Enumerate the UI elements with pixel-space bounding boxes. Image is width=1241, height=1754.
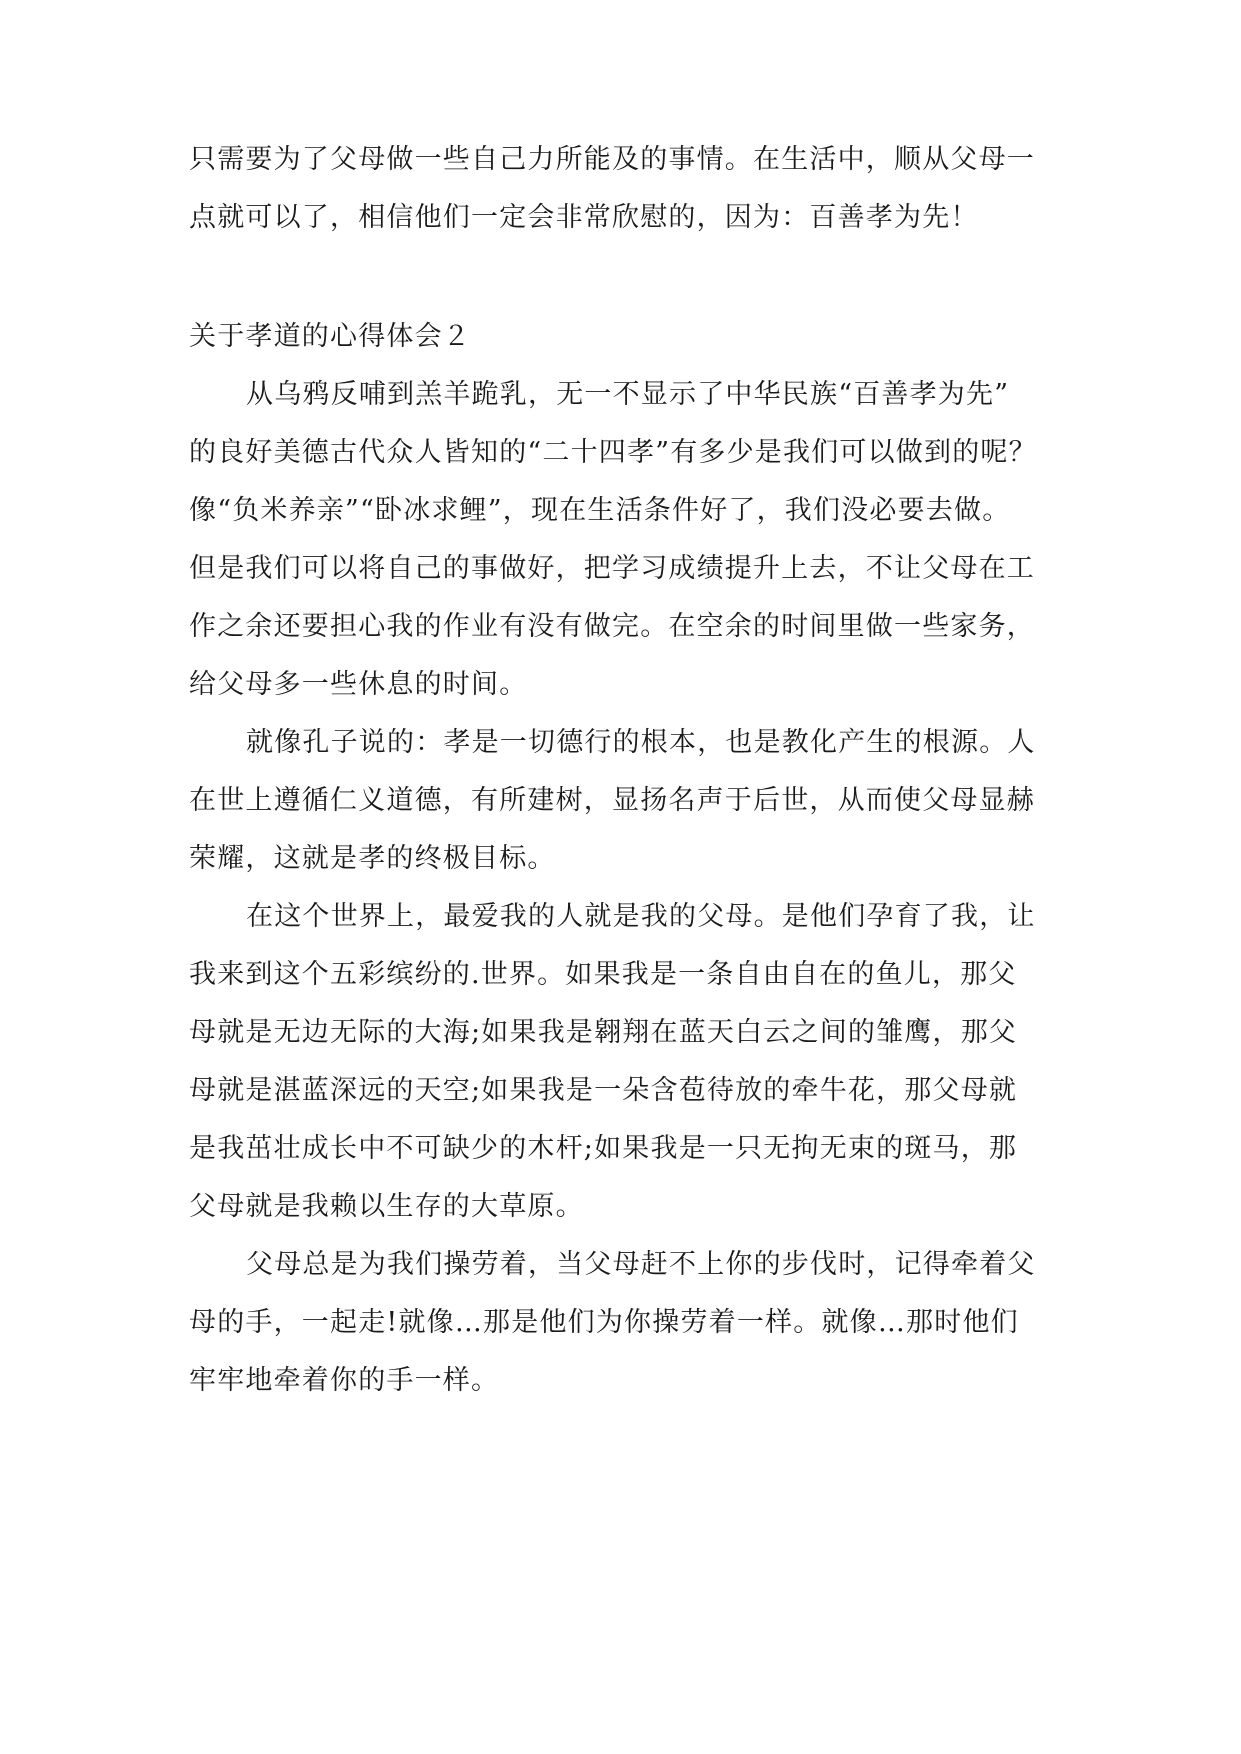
- text-line: 像“负米养亲”“卧冰求鲤”，现在生活条件好了，我们没必要去做。: [189, 495, 1011, 526]
- section-title: 关于孝道的心得体会２: [189, 321, 471, 352]
- text-line: 我来到这个五彩缤纷的.世界。如果我是一条自由自在的鱼儿，那父: [189, 959, 1017, 990]
- text-line: 点就可以了，相信他们一定会非常欣慰的，因为：百善孝为先！: [189, 202, 979, 233]
- text-line: 的良好美德古代众人皆知的“二十四孝”有多少是我们可以做到的呢？: [189, 437, 1037, 468]
- text-line: 牢牢地牵着你的手一样。: [189, 1365, 500, 1396]
- text-line: 在世上遵循仁义道德，有所建树，显扬名声于后世，从而使父母显赫: [189, 785, 1035, 816]
- text-line: 荣耀，这就是孝的终极目标。: [189, 843, 556, 874]
- text-line: 父母就是我赖以生存的大草原。: [189, 1191, 584, 1222]
- text-line: 从乌鸦反哺到羔羊跪乳，无一不显示了中华民族“百善孝为先”: [246, 379, 1010, 410]
- text-line: 作之余还要担心我的作业有没有做完。在空余的时间里做一些家务，: [189, 611, 1035, 642]
- text-line: 母的手，一起走!就像…那是他们为你操劳着一样。就像…那时他们: [189, 1307, 1019, 1338]
- text-line: 就像孔子说的：孝是一切德行的根本，也是教化产生的根源。人: [246, 727, 1036, 758]
- text-line: 但是我们可以将自己的事做好，把学习成绩提升上去，不让父母在工: [189, 553, 1035, 584]
- text-line: 母就是湛蓝深远的天空;如果我是一朵含苞待放的牵牛花，那父母就: [189, 1075, 1018, 1106]
- text-line: 父母总是为我们操劳着，当父母赶不上你的步伐时，记得牵着父: [246, 1249, 1036, 1280]
- text-line: 给父母多一些休息的时间。: [189, 669, 528, 700]
- text-line: 母就是无边无际的大海;如果我是翱翔在蓝天白云之间的雏鹰，那父: [189, 1017, 1018, 1048]
- text-line: 在这个世界上，最爱我的人就是我的父母。是他们孕育了我，让: [246, 901, 1036, 932]
- text-line: 只需要为了父母做一些自己力所能及的事情。在生活中，顺从父母一: [189, 144, 1035, 175]
- text-line: 是我茁壮成长中不可缺少的木杆;如果我是一只无拘无束的斑马，那: [189, 1133, 1018, 1164]
